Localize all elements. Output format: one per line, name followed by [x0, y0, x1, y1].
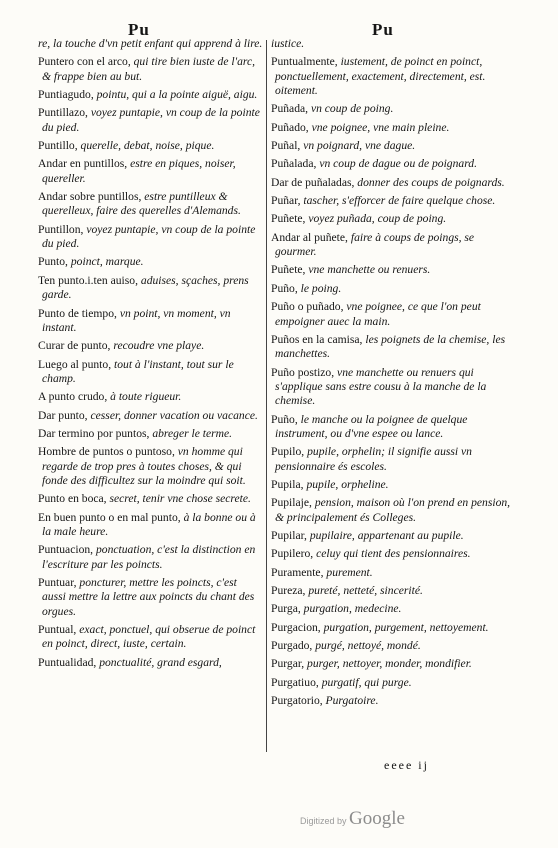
entry-headword: Puntuacion,	[38, 543, 94, 557]
entry-headword: Puñal,	[271, 139, 301, 153]
entry-definition: poncturer, mettre les poincts, c'est aussi mettre la lettre aux poincts du chant des orgues.	[42, 576, 255, 618]
dictionary-entry	[271, 445, 516, 474]
dictionary-entry	[271, 55, 516, 98]
dictionary-entry	[38, 37, 263, 51]
entry-headword: Puramente,	[271, 565, 324, 579]
entry-headword: Purgatorio,	[271, 694, 323, 708]
entry-definition: vne poignee, vne main pleine.	[311, 120, 450, 134]
entry-definition: à toute rigueur.	[110, 390, 182, 404]
google-logo: Google	[349, 808, 405, 829]
entry-definition: estre puntilleux & querelleux, faire des querelles d'Alemands.	[42, 190, 241, 218]
dictionary-entry	[38, 88, 263, 102]
dictionary-entry	[38, 358, 263, 387]
entry-headword: Puntillo,	[38, 139, 78, 153]
entry-headword: Dar punto,	[38, 408, 88, 422]
entry-definition: vn homme qui regarde de trop pres à toutes choses, & qui fonde des difficultez sur la moindre qui soit.	[42, 445, 246, 487]
entry-headword: Puñete,	[271, 212, 306, 226]
entry-definition: vne poignee, ce que l'on peut empoigner auec la main.	[275, 300, 481, 328]
entry-definition: exact, ponctuel, qui obserue de poinct en poinct, direct, iuste, certain.	[42, 623, 256, 651]
entry-headword: Puntualmente,	[271, 55, 338, 69]
entry-definition: secret, tenir vne chose secrete.	[109, 492, 251, 506]
dictionary-entry	[271, 300, 516, 329]
dictionary-entry	[271, 231, 516, 260]
dictionary-entry	[271, 547, 516, 561]
entry-headword: Puntiagudo,	[38, 88, 94, 102]
entry-definition: tascher, s'efforcer de faire quelque chose.	[303, 194, 496, 208]
entry-definition: pension, maison où l'on prend en pension, & principalement és Colleges.	[275, 496, 511, 524]
dictionary-entry	[271, 584, 516, 598]
entry-headword: Puñar,	[271, 194, 301, 208]
entry-headword: Ten punto.i.ten auiso,	[38, 273, 138, 287]
dictionary-entry	[38, 511, 263, 540]
dictionary-entry	[38, 307, 263, 336]
entry-definition: Purgatoire.	[325, 694, 379, 708]
entry-definition: querelle, debat, noise, pique.	[80, 139, 215, 153]
entry-definition: le poing.	[300, 281, 342, 295]
entry-definition: cesser, donner vacation ou vacance.	[90, 408, 258, 422]
entry-headword: Luego al punto,	[38, 357, 112, 371]
dictionary-entry	[38, 445, 263, 488]
dictionary-entry	[38, 427, 263, 441]
column-divider	[266, 40, 267, 752]
entry-headword: En buen punto o en mal punto,	[38, 510, 181, 524]
entry-headword: Puño o puñado,	[271, 300, 344, 314]
dictionary-entry	[38, 492, 263, 506]
dictionary-entry	[38, 543, 263, 572]
watermark-prefix: Digitized by	[300, 816, 347, 826]
entry-definition: voyez puntapie, vn coup de la pointe du pied.	[42, 106, 260, 134]
entry-definition: voyez puñada, coup de poing.	[308, 212, 447, 226]
entry-headword: Punto de tiempo,	[38, 306, 117, 320]
entry-headword: Andar sobre puntillos,	[38, 190, 142, 204]
right-column	[271, 37, 516, 712]
entry-definition: iustement, de poinct en poinct, ponctuellement, exactement, directement, est. oitement.	[275, 55, 486, 98]
dictionary-entry	[38, 190, 263, 219]
dictionary-entry	[271, 566, 516, 580]
dictionary-entry	[271, 366, 516, 409]
dictionary-entry	[38, 106, 263, 135]
entry-definition: re, la touche d'vn petit enfant qui apprend à lire.	[38, 37, 263, 50]
entry-definition: pupilaire, appartenant au pupile.	[309, 528, 464, 542]
dictionary-entry	[38, 157, 263, 186]
dictionary-entry	[271, 102, 516, 116]
entry-definition: voyez puntapie, vn coup de la pointe du pied.	[42, 222, 256, 251]
entry-headword: Puñalada,	[271, 157, 317, 171]
entry-definition: pupile, orpheline.	[306, 477, 389, 491]
entry-headword: Pupilaje,	[271, 496, 312, 510]
entry-headword: Purgacion,	[271, 620, 321, 634]
dictionary-entry	[271, 676, 516, 690]
dictionary-entry	[38, 255, 263, 269]
entry-definition: à la bonne ou à la male heure.	[42, 510, 256, 538]
dictionary-entry	[271, 478, 516, 492]
entry-definition: ponctualité, grand esgard,	[99, 655, 222, 669]
dictionary-entry	[271, 194, 516, 208]
dictionary-entry	[271, 157, 516, 171]
entry-headword: Andar al puñete,	[271, 230, 348, 244]
entry-definition: vne manchette ou renuers qui s'applique sans estre cousu à la manche de la chemise.	[275, 365, 487, 408]
dictionary-entry	[271, 263, 516, 277]
dictionary-entry	[271, 139, 516, 153]
entry-headword: Punto en boca,	[38, 492, 107, 506]
entry-definition: purement.	[326, 565, 373, 579]
entry-definition: abreger le terme.	[152, 426, 233, 440]
entry-headword: Purgatiuo,	[271, 675, 319, 689]
entry-headword: Puñado,	[271, 120, 309, 134]
entry-headword: Curar de punto,	[38, 339, 111, 353]
dictionary-entry	[271, 639, 516, 653]
entry-definition: purger, nettoyer, monder, mondifier.	[307, 657, 472, 671]
entry-headword: Puntual,	[38, 623, 77, 637]
dictionary-entry	[271, 529, 516, 543]
dictionary-entry	[271, 694, 516, 708]
running-head-right: Pu	[372, 20, 394, 39]
entry-definition: donner des coups de poignards.	[357, 175, 505, 189]
entry-headword: Purgar,	[271, 657, 305, 671]
entry-definition: pupile, orphelin; il signifie aussi vn pensionnaire és escoles.	[275, 445, 472, 473]
entry-headword: Puntillon,	[38, 222, 84, 236]
dictionary-entry	[38, 390, 263, 404]
dictionary-entry	[38, 409, 263, 423]
dictionary-entry	[38, 576, 263, 619]
dictionary-entry	[38, 623, 263, 652]
entry-definition: vn point, vn moment, vn instant.	[42, 306, 231, 334]
entry-definition: vn coup de dague ou de poignard.	[319, 157, 477, 171]
entry-definition: les poignets de la chemise, les manchettes.	[275, 332, 506, 361]
entry-headword: Puntuar,	[38, 576, 77, 589]
entry-headword: Pupilar,	[271, 528, 307, 542]
entry-definition: recoudre vne playe.	[113, 339, 205, 353]
entry-definition: vne manchette ou renuers.	[308, 263, 431, 277]
entry-headword: Punto,	[38, 255, 68, 269]
entry-headword: Dar termino por puntos,	[38, 426, 150, 440]
entry-headword: Andar en puntillos,	[38, 157, 128, 171]
entry-headword: Puntero con el arco,	[38, 55, 131, 69]
entry-headword: Purgado,	[271, 639, 313, 653]
entry-headword: Puño postizo,	[271, 365, 335, 379]
entry-definition: iustice.	[271, 37, 305, 50]
dictionary-entry	[271, 657, 516, 671]
dictionary-entry	[271, 282, 516, 296]
entry-definition: aduises, sçaches, prens garde.	[42, 273, 249, 302]
entry-headword: Puntualidad,	[38, 655, 97, 669]
dictionary-entry	[271, 121, 516, 135]
entry-headword: Puños en la camisa,	[271, 332, 363, 346]
dictionary-entry	[271, 496, 516, 525]
entry-definition: vn poignard, vne dague.	[303, 139, 416, 153]
dictionary-entry	[271, 176, 516, 190]
entry-definition: tout à l'instant, tout sur le champ.	[42, 357, 234, 385]
dictionary-entry	[271, 212, 516, 226]
dictionary-entry	[38, 223, 263, 252]
entry-headword: Puñete,	[271, 263, 306, 277]
entry-definition: faire à coups de poings, se gourmer.	[275, 230, 475, 259]
running-head-left: Pu	[128, 20, 150, 39]
entry-headword: Hombre de puntos o puntoso,	[38, 445, 175, 459]
signature-mark: eeee ij	[384, 758, 429, 772]
entry-headword: Pupilero,	[271, 547, 314, 561]
dictionary-entry	[38, 656, 263, 670]
entry-headword: Puño,	[271, 281, 298, 295]
dictionary-entry	[38, 339, 263, 353]
entry-headword: Pupilo,	[271, 445, 305, 459]
entry-definition: qui tire bien iuste de l'arc, & frappe bien au but.	[42, 55, 256, 83]
entry-definition: estre en piques, noiser, quereller.	[42, 157, 236, 185]
dictionary-entry	[271, 333, 516, 362]
dictionary-entry	[271, 37, 516, 51]
entry-headword: Puñada,	[271, 102, 309, 116]
entry-definition: le manche ou la poignee de quelque instrument, ou d'vne espee ou lance.	[275, 412, 468, 440]
entry-headword: Purga,	[271, 602, 301, 616]
entry-definition: pointu, qui a la pointe aiguë, aigu.	[96, 88, 258, 102]
dictionary-entry	[271, 602, 516, 616]
dictionary-entry	[38, 139, 263, 153]
entry-definition: purgation, purgement, nettoyement.	[323, 620, 489, 634]
entry-definition: vn coup de poing.	[310, 102, 394, 116]
entry-headword: A punto crudo,	[38, 390, 108, 404]
entry-headword: Puño,	[271, 412, 298, 426]
dictionary-entry	[38, 274, 263, 303]
entry-definition: purgatif, qui purge.	[321, 675, 412, 689]
entry-definition: purgation, medecine.	[303, 602, 402, 616]
entry-definition: celuy qui tient des pensionnaires.	[316, 547, 471, 561]
entry-headword: Pureza,	[271, 584, 306, 597]
left-column	[38, 37, 263, 674]
entry-headword: Puntillazo,	[38, 106, 88, 120]
entry-definition: ponctuation, c'est la distinction en l'escriture par les poincts.	[42, 543, 256, 571]
entry-definition: poinct, marque.	[70, 255, 144, 269]
dictionary-entry	[271, 413, 516, 442]
entry-definition: purgé, nettoyé, mondé.	[315, 639, 421, 653]
entry-headword: Dar de puñaladas,	[271, 175, 355, 189]
entry-definition: pureté, netteté, sincerité.	[308, 584, 423, 597]
entry-headword: Pupila,	[271, 477, 304, 491]
digitized-by-google-watermark	[300, 808, 405, 830]
dictionary-entry	[38, 55, 263, 84]
dictionary-entry	[271, 621, 516, 635]
